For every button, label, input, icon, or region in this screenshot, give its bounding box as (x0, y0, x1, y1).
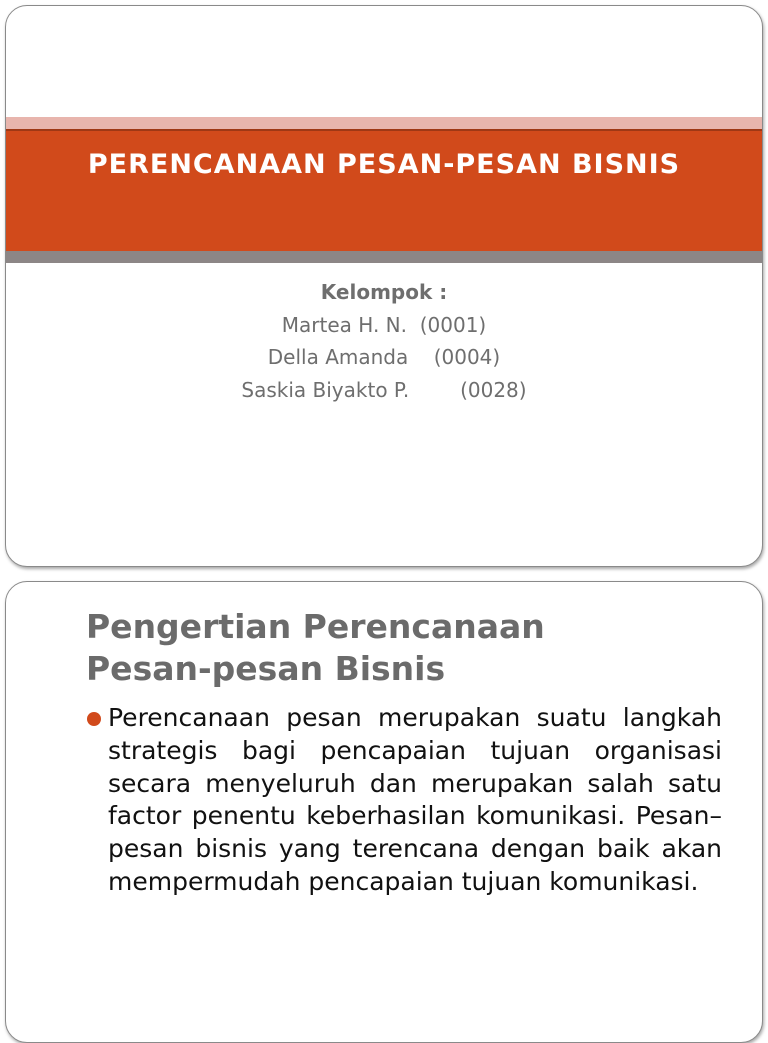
heading-line: Pesan-pesan Bisnis (86, 649, 446, 688)
bullet-dot-icon (87, 712, 101, 726)
slide-title: PERENCANAAN PESAN-PESAN BISNIS (87, 149, 681, 180)
slide-heading (86, 606, 726, 690)
content-slide (5, 581, 763, 1043)
member-item: Martea H. N. (0001) (281, 312, 487, 337)
title-banner (6, 129, 762, 251)
decor-stripe-bottom (6, 251, 762, 263)
decor-stripe-top (6, 117, 762, 129)
bullet-text: Perencanaan pesan merupakan suatu langkah strategis bagi pencapaian tujuan organisasi secara menyeluruh dan merupakan salah satu factor penentu keberhasilan komunikasi. Pesan–pesan bisnis yang terencana dengan baik akan mempermudah pencapaian tujuan komunikasi. (108, 703, 722, 896)
group-members (6, 276, 762, 406)
group-label: Kelompok : (320, 280, 448, 304)
member-item: Della Amanda (0004) (267, 345, 501, 369)
heading-line: Pengertian Perencanaan (86, 607, 545, 646)
title-slide (5, 5, 763, 567)
member-item: Saskia Biyakto P. (0028) (241, 377, 527, 402)
